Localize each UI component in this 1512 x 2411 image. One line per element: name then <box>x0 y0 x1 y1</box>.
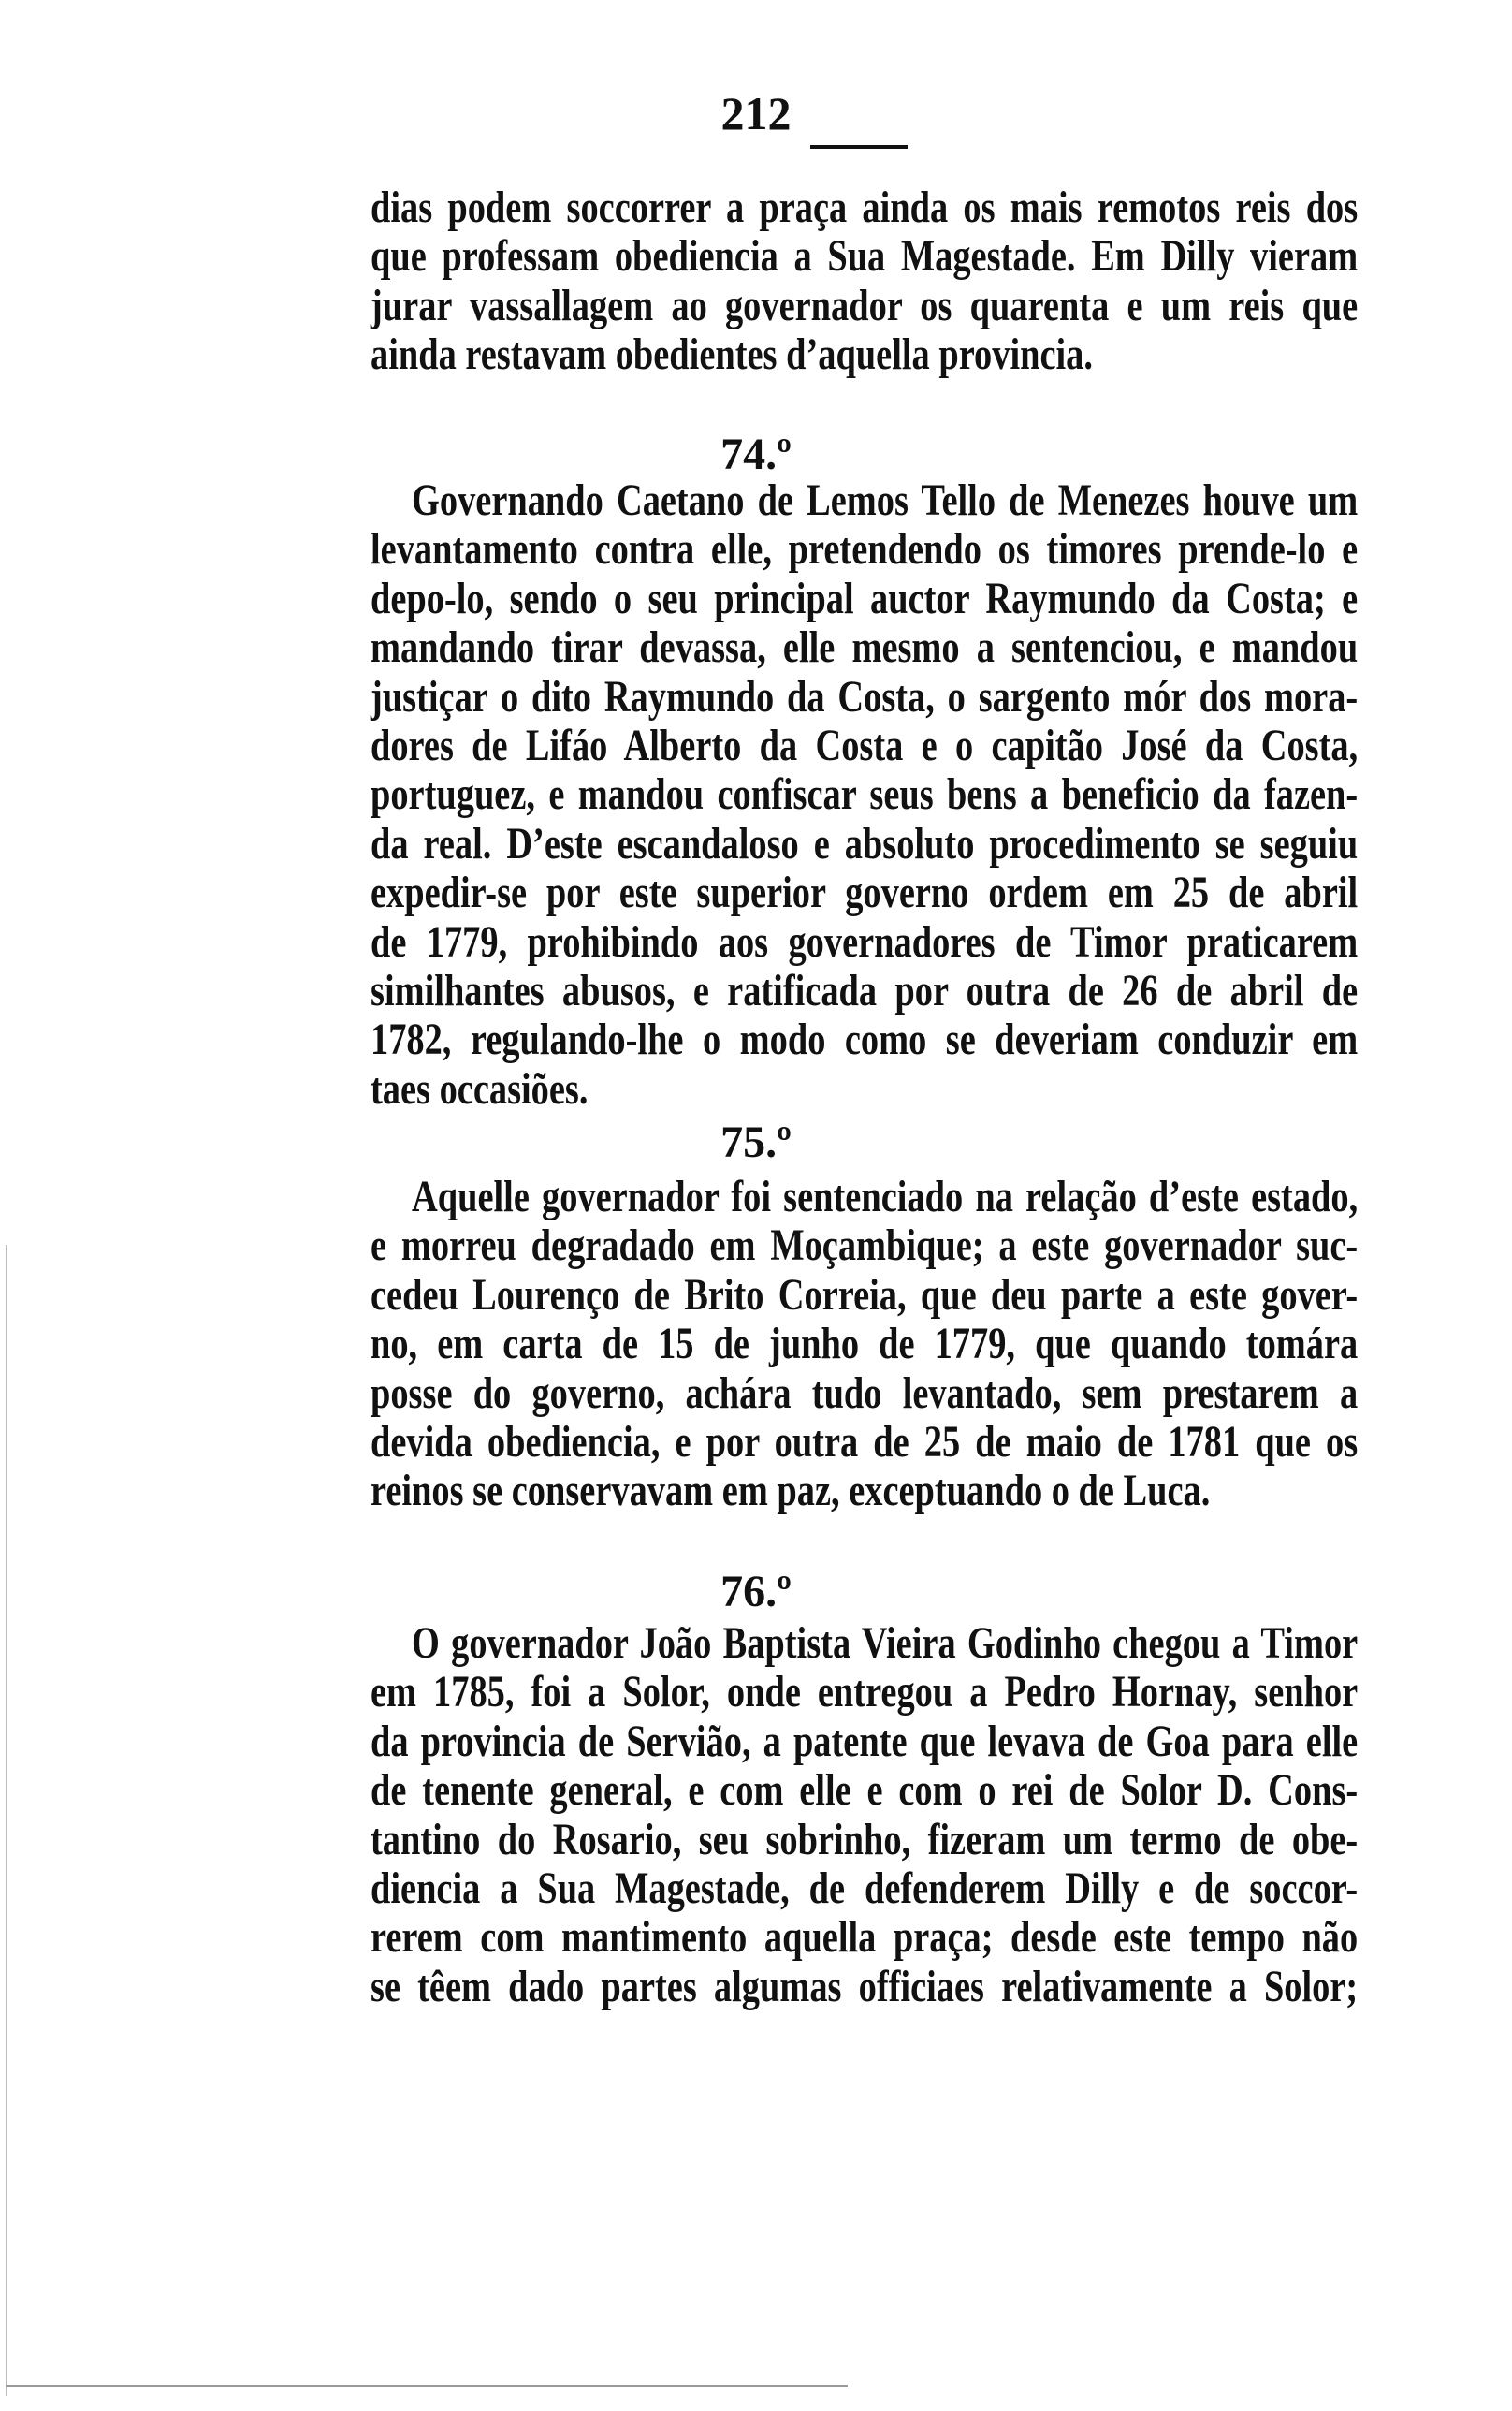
text-line: que professam obediencia a Sua Magestade. Em Dilly vieram <box>371 231 1359 282</box>
text-line: dias podem soccorrer a praça ainda os mais remotos reis dos <box>371 183 1359 232</box>
text-line: O governador João Baptista Vieira Godinho chegou a Timor <box>412 1618 1359 1668</box>
text-line: 1782, regulando-lhe o modo como se deveriam conduzir em <box>371 1015 1359 1065</box>
page-number-rule <box>810 145 908 149</box>
page-number: 212 <box>720 87 792 139</box>
scan-edge-mark <box>6 1245 7 2396</box>
text-line: Aquelle governador foi sentenciado na relação d’este estado, <box>412 1172 1359 1221</box>
text-line: de 1779, prohibindo aos governadores de Timor praticarem <box>371 916 1359 967</box>
text-line: taes occasiões. <box>371 1063 589 1114</box>
section-heading: 75.º <box>720 1118 792 1167</box>
text-line: depo-lo, sendo o seu principal auctor Raymundo da Costa; e <box>371 573 1359 623</box>
text-line: justiçar o dito Raymundo da Costa, o sargento mór dos mora- <box>371 671 1359 722</box>
text-line: Governando Caetano de Lemos Tello de Menezes houve um <box>412 475 1359 525</box>
text-line: se têem dado partes algumas officiaes relativamente a Solor; <box>371 1961 1359 2011</box>
text-line: levantamento contra elle, pretendendo os timores prende-lo e <box>371 524 1359 575</box>
text-line: mandando tirar devassa, elle mesmo a sentenciou, e mandou <box>371 622 1359 673</box>
text-line: de tenente general, e com elle e com o rei de Solor D. Cons- <box>371 1765 1359 1816</box>
text-line: dores de Lifáo Alberto da Costa e o capitão José da Costa, <box>371 721 1359 770</box>
text-line: posse do governo, achára tudo levantado, sem prestarem a <box>371 1367 1359 1418</box>
text-line: rerem com mantimento aquella praça; desde este tempo não <box>371 1912 1359 1963</box>
text-line: portuguez, e mandou confiscar seus bens a beneficio da fazen- <box>371 769 1359 820</box>
text-line: em 1785, foi a Solor, onde entregou a Pedro Hornay, senhor <box>371 1667 1359 1717</box>
text-line: reinos se conservavam em paz, exceptuando o de Luca. <box>371 1466 1211 1516</box>
text-line: e morreu degradado em Moçambique; a este governador suc- <box>371 1220 1359 1271</box>
section-heading: 74.º <box>720 430 792 479</box>
text-line: diencia a Sua Magestade, de defenderem Dilly e de soccor- <box>371 1863 1359 1913</box>
text-line: da provincia de Servião, a patente que levava de Goa para elle <box>371 1716 1359 1766</box>
text-line: jurar vassallagem ao governador os quarenta e um reis que <box>371 280 1359 330</box>
section-heading: 76.º <box>720 1567 792 1616</box>
text-line: expedir-se por este superior governo ordem em 25 de abril <box>371 868 1359 918</box>
text-line: devida obediencia, e por outra de 25 de maio de 1781 que os <box>371 1417 1359 1467</box>
text-line: ainda restavam obedientes d’aquella provincia. <box>371 329 1093 380</box>
scan-bottom-mark <box>6 2385 848 2387</box>
text-line: cedeu Lourenço de Brito Correia, que deu parte a este gover- <box>371 1269 1359 1320</box>
text-line: da real. D’este escandaloso e absoluto procedimento se seguiu <box>371 818 1359 869</box>
text-line: similhantes abusos, e ratificada por outra de 26 de abril de <box>371 966 1359 1016</box>
text-line: no, em carta de 15 de junho de 1779, que quando tomára <box>371 1319 1359 1369</box>
text-line: tantino do Rosario, seu sobrinho, fizeram um termo de obe- <box>371 1814 1359 1864</box>
